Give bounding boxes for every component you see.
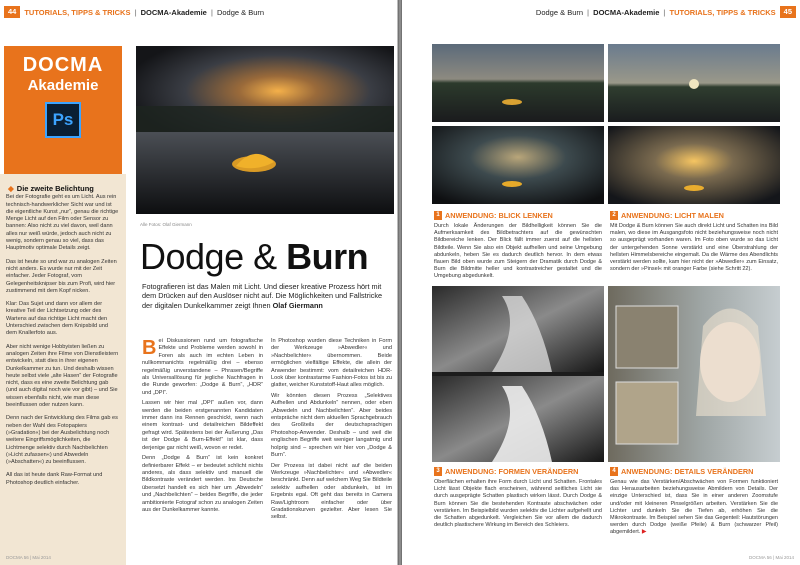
section-2-heading: 2 ANWENDUNG: LICHT MALEN — [610, 210, 724, 221]
topic-label: Dodge & Burn — [216, 7, 265, 17]
footer-left: DOCMA 56 | Mai 2014 — [6, 555, 51, 560]
topic-label: Dodge & Burn — [535, 7, 584, 17]
sidebar-paragraph: Das ist heute so und war zu analogen Zeiten nicht anders. Es wurde nur mit der Zeit einfacher. Jeder Fotograf, vom Gelegenheitsknipser bis zum Profi, wird hier zustimmend mit dem Kopf nicken. — [6, 258, 117, 294]
body-paragraph: Der Prozess ist dabei nicht auf die beiden Werkzeuge »Nachbelichter« und »Abwedler« beschränkt. Denn auf welchem Weg Sie Bildteile selektiv aufhellen oder abdunkeln, ist im Ergebnis egal. Oft geht das bereits in Camera Raw/Lightroom einfacher oder über Gradationskurven gezielter. Aber lesen Sie selbst. — [271, 462, 392, 521]
author-name: Olaf Giermann — [272, 300, 323, 310]
photo-credit: Alle Fotos: Olaf Giermann — [140, 222, 192, 227]
series-label: DOCMA-Akademie — [593, 7, 660, 17]
sidebar-paragraph: All das ist heute dank Raw-Format und Photoshop deutlich einfacher. — [6, 472, 103, 486]
footer-right: DOCMA 56 | Mai 2014 — [749, 555, 794, 560]
section-3-heading: 3 ANWENDUNG: FORMEN VERÄNDERN — [434, 466, 578, 477]
left-page — [0, 0, 398, 565]
photo-veiled-woman — [432, 286, 604, 462]
right-page — [402, 0, 800, 565]
page-number: 45 — [780, 6, 796, 18]
docma-akademie-badge — [4, 46, 122, 174]
hero-photo-svg — [136, 46, 394, 214]
sidebar-box — [0, 174, 126, 565]
photo-road-before — [432, 44, 604, 122]
body-column-2 — [271, 338, 392, 525]
section-number: 2 — [610, 211, 618, 220]
series-label: DOCMA-Akademie — [140, 7, 207, 17]
body-paragraph: Bei Diskussionen rund um fotografische Effekte und Probleme werden sowohl in Foren als auch im echten Leben in nullkommanichts regelmäßig drei – ebenso regelmäßig unverstandene – Phrasen/Begriffe als Universallösung für jegliche Nachfragen in die Runde geworfen: „Dodge & Burn“, „HDR“ und „DPI“. — [142, 337, 263, 396]
red-arrow-icon: ▶ — [641, 529, 647, 536]
section-label: TUTORIALS, TIPPS & TRICKS — [669, 7, 776, 17]
section-number: 3 — [434, 467, 442, 476]
drop-cap: B — [142, 337, 157, 359]
sidebar-paragraph: Bei der Fotografie geht es um Licht. Aus rein technisch-handwerklicher Sicht war und ist die eigentliche Kunst „nur“, genau die richtige Menge Licht auf den Film oder Sensor zu bannen: Also nicht zu viel davon, weil dann alles nur weiß würde, jedoch auch nicht zu wenig, sondern genau so viel, dass das Hauptmotiv optimale Details zeigt. — [6, 194, 119, 252]
hero-photo-leaf-on-road — [136, 46, 394, 214]
section-label: TUTORIALS, TIPPS & TRICKS — [24, 7, 131, 17]
section-4-heading: 4 ANWENDUNG: DETAILS VERÄNDERN — [610, 466, 753, 477]
sidebar-paragraph: Klar: Das Sujet und dann vor allem der kreative Teil der Lichtsetzung oder des Wartens auf das richtige Licht macht den Unterschied zwischen dem Knipsbild und dem Knallerfoto aus. — [6, 301, 108, 337]
badge-title: DOCMA — [22, 54, 104, 76]
section-2-text: Mit Dodge & Burn können Sie auch direkt Licht und Schatten ins Bild malen, wo diese im Ausgangsfoto nicht beziehungsweise noch nicht so ausgeprägt vorhanden waren. Im Foto oben wurde so das Licht der untergehenden Sonne verstärkt und eine Überstrahlung der hellsten Himmelsbereiche eingemalt. Da die Wärme des Abendlichts verstärkt werden sollte, kam hier nicht der »Abwedler« zum Einsatz, sondern der »Pinsel« mit oranger Farbe (siehe Schritt 22). — [610, 223, 778, 273]
body-paragraph: Wir könnten diesen Prozess „Selektives Aufhellen und Abdunkeln“ nennen, oder eben „Abwedeln und Nachbelichten“. Aber beides entspräche nicht dem aktuellen Sprachgebrauch des Großteils der deutschsprachigen Photoshop-Anwender. Deshalb – und weil die englischen Begriffe weit weniger langatmig und holprig sind – sprechen wir hier von „Dodge & Burn“. — [271, 392, 392, 459]
section-number: 4 — [610, 467, 618, 476]
body-paragraph: In Photoshop wurden diese Techniken in Form der Werkzeuge »Abwedler« und »Nachbelichter« übernommen. Beide ermöglichen vielfältige Effekte, die allein der Anwender bestimmt: vom detailreichen HDR-Look über kontrastarme Fashion-Fotos ist bis zu glatter, weicher Kunststoff-Haut alles möglich. — [271, 338, 392, 389]
sidebar-paragraph: Denn nach der Entwicklung des Films gab es neben der Wahl des Fotopapiers (»Gradation«) bei der Ausbelichtung noch weitere Eingriffsmöglichkeiten, die Lichtmenge selektiv durch Nachbelichten (»Licht zufassen«) und Abwedeln (»Abschatten«) zu beeinflussen. — [6, 415, 118, 466]
sidebar-paragraph: Aber nicht wenige Hobbyisten ließen zu analogen Zeiten ihre Filme von Dienstleistern entwickeln, statt dies in ihrer eigenen Dunkelkammer zu tun. Und deshalb wissen heute selbst viele „alte Hasen“ der Fotografie nicht, dass es eine zweite Belichtung gab (und auch digital noch wie vor gibt) – und Sie wissen ebenfalls nicht, wie man diese beeinflussen oder nutzen kann. — [6, 343, 119, 409]
page-number: 44 — [4, 6, 20, 18]
photo-landscape-after — [608, 126, 780, 204]
section-1-text: Durch lokale Änderungen der Bildhelligkeit können Sie die Aufmerksamkeit des Bildbetrachters auf die gewünschten Bildbereiche lenken. Der Blick fällt immer zuerst auf die hellsten Bildteile. Wenn Sie also ein Objekt aufhellen und seine Umgebung abdunkeln, heben Sie es dadurch deutlich hervor. In dem etwas flauen Bild oben wurde zum Steigern der Dramatik durch Dodge & Burn die Bildmitte heller und kontrastreicher gestaltet und die Umgebung abgedunkelt. — [434, 223, 602, 280]
body-paragraph: Denn „Dodge & Burn“ ist kein konkret definierbarer Effekt – er bedeutet schlicht nichts anderes, als dass selektiv und manuell die Bildkontraste verändert werden. Ins Deutsche übersetzt handelt es sich hier um „Abwedeln“ und „Nachbelichten“ – beides Begriffe, die jeder ambitionierte Fotograf schon zu analogen Zeiten aus der Dunkelkammer kannte. — [142, 455, 263, 513]
body-column-1 — [142, 338, 263, 525]
photo-portrait-skin — [608, 286, 780, 462]
article-lead: Fotografieren ist das Malen mit Licht. Und dieser kreative Prozess hört mit dem Drücken auf den Auslöser nicht auf. Die Möglichkeiten und Fallstricke der digitalen Dunkelkammer zeigt Ihnen Olaf Giermann — [142, 282, 383, 310]
section-number: 1 — [434, 211, 442, 220]
sidebar-heading: ◆ Die zweite Belichtung — [8, 184, 94, 193]
photoshop-logo-icon: Ps — [45, 102, 81, 138]
triangle-bullet-icon: ◆ — [8, 184, 14, 193]
body-paragraph: Lassen wir hier mal „DPI“ außen vor, dann werden die beiden erstgenannten Kandidaten immer dann ins Rennen geschickt, wenn nach einem kontrast- und detailreichen Bildeffekt gefragt wird. Spätestens bei der Äußerung „Das ist der Dodge & Burn-Effekt!“ ist klar, dass derjenige gar nicht weiß, wovon er redet. — [142, 400, 263, 451]
section-3-text: Oberflächen erhalten ihre Form durch Licht und Schatten. Frontales Licht lässt Objekte flach erscheinen, während seitliches Licht sie durch ausgeprägte Schatten plastisch wirken lässt. Durch Dodge & Burn können Sie die bestehenden Kontraste abschwächen oder verstärken. Im Beispielbild wurden selektiv die Lichter aufgehellt und die Schatten abgedunkelt. Vergleichen Sie vor allem die dadurch deutlich plastischere Wirkung im Bereich des Schleiers. — [434, 479, 602, 529]
photo-road-after — [432, 126, 604, 204]
photo-landscape-before — [608, 44, 780, 122]
page-header-left: 44 TUTORIALS, TIPPS & TRICKS | DOCMA-Akademie | Dodge & Burn — [4, 6, 264, 18]
badge-subtitle: Akademie — [27, 77, 99, 94]
section-1-heading: 1 ANWENDUNG: BLICK LENKEN — [434, 210, 553, 221]
section-4-text: Genau wie das Verstärken/Abschwächen von Formen funktioniert das Herausarbeiten beziehungsweise Abmildern von Details. Der einzige Unterschied ist, dass Sie in einer anderen Zoomstufe und/oder mit kleineren Pinselgrößen arbeiten. Verstärken Sie die Lichter und dunkeln Sie die Tiefen ab, erhöhen Sie die Mikrokontraste. Im Beispiel sehen Sie das Gegenteil: Hautstörungen werden durch Dodge (weiße Pfeile) & Burn (schwarzer Pfeil) abgemildert. ▶ — [610, 479, 778, 536]
page-header-right: Dodge & Burn | DOCMA-Akademie | TUTORIALS, TIPPS & TRICKS 45 — [536, 6, 796, 18]
article-title: Dodge & Burn — [140, 236, 369, 277]
article-body — [142, 338, 392, 525]
